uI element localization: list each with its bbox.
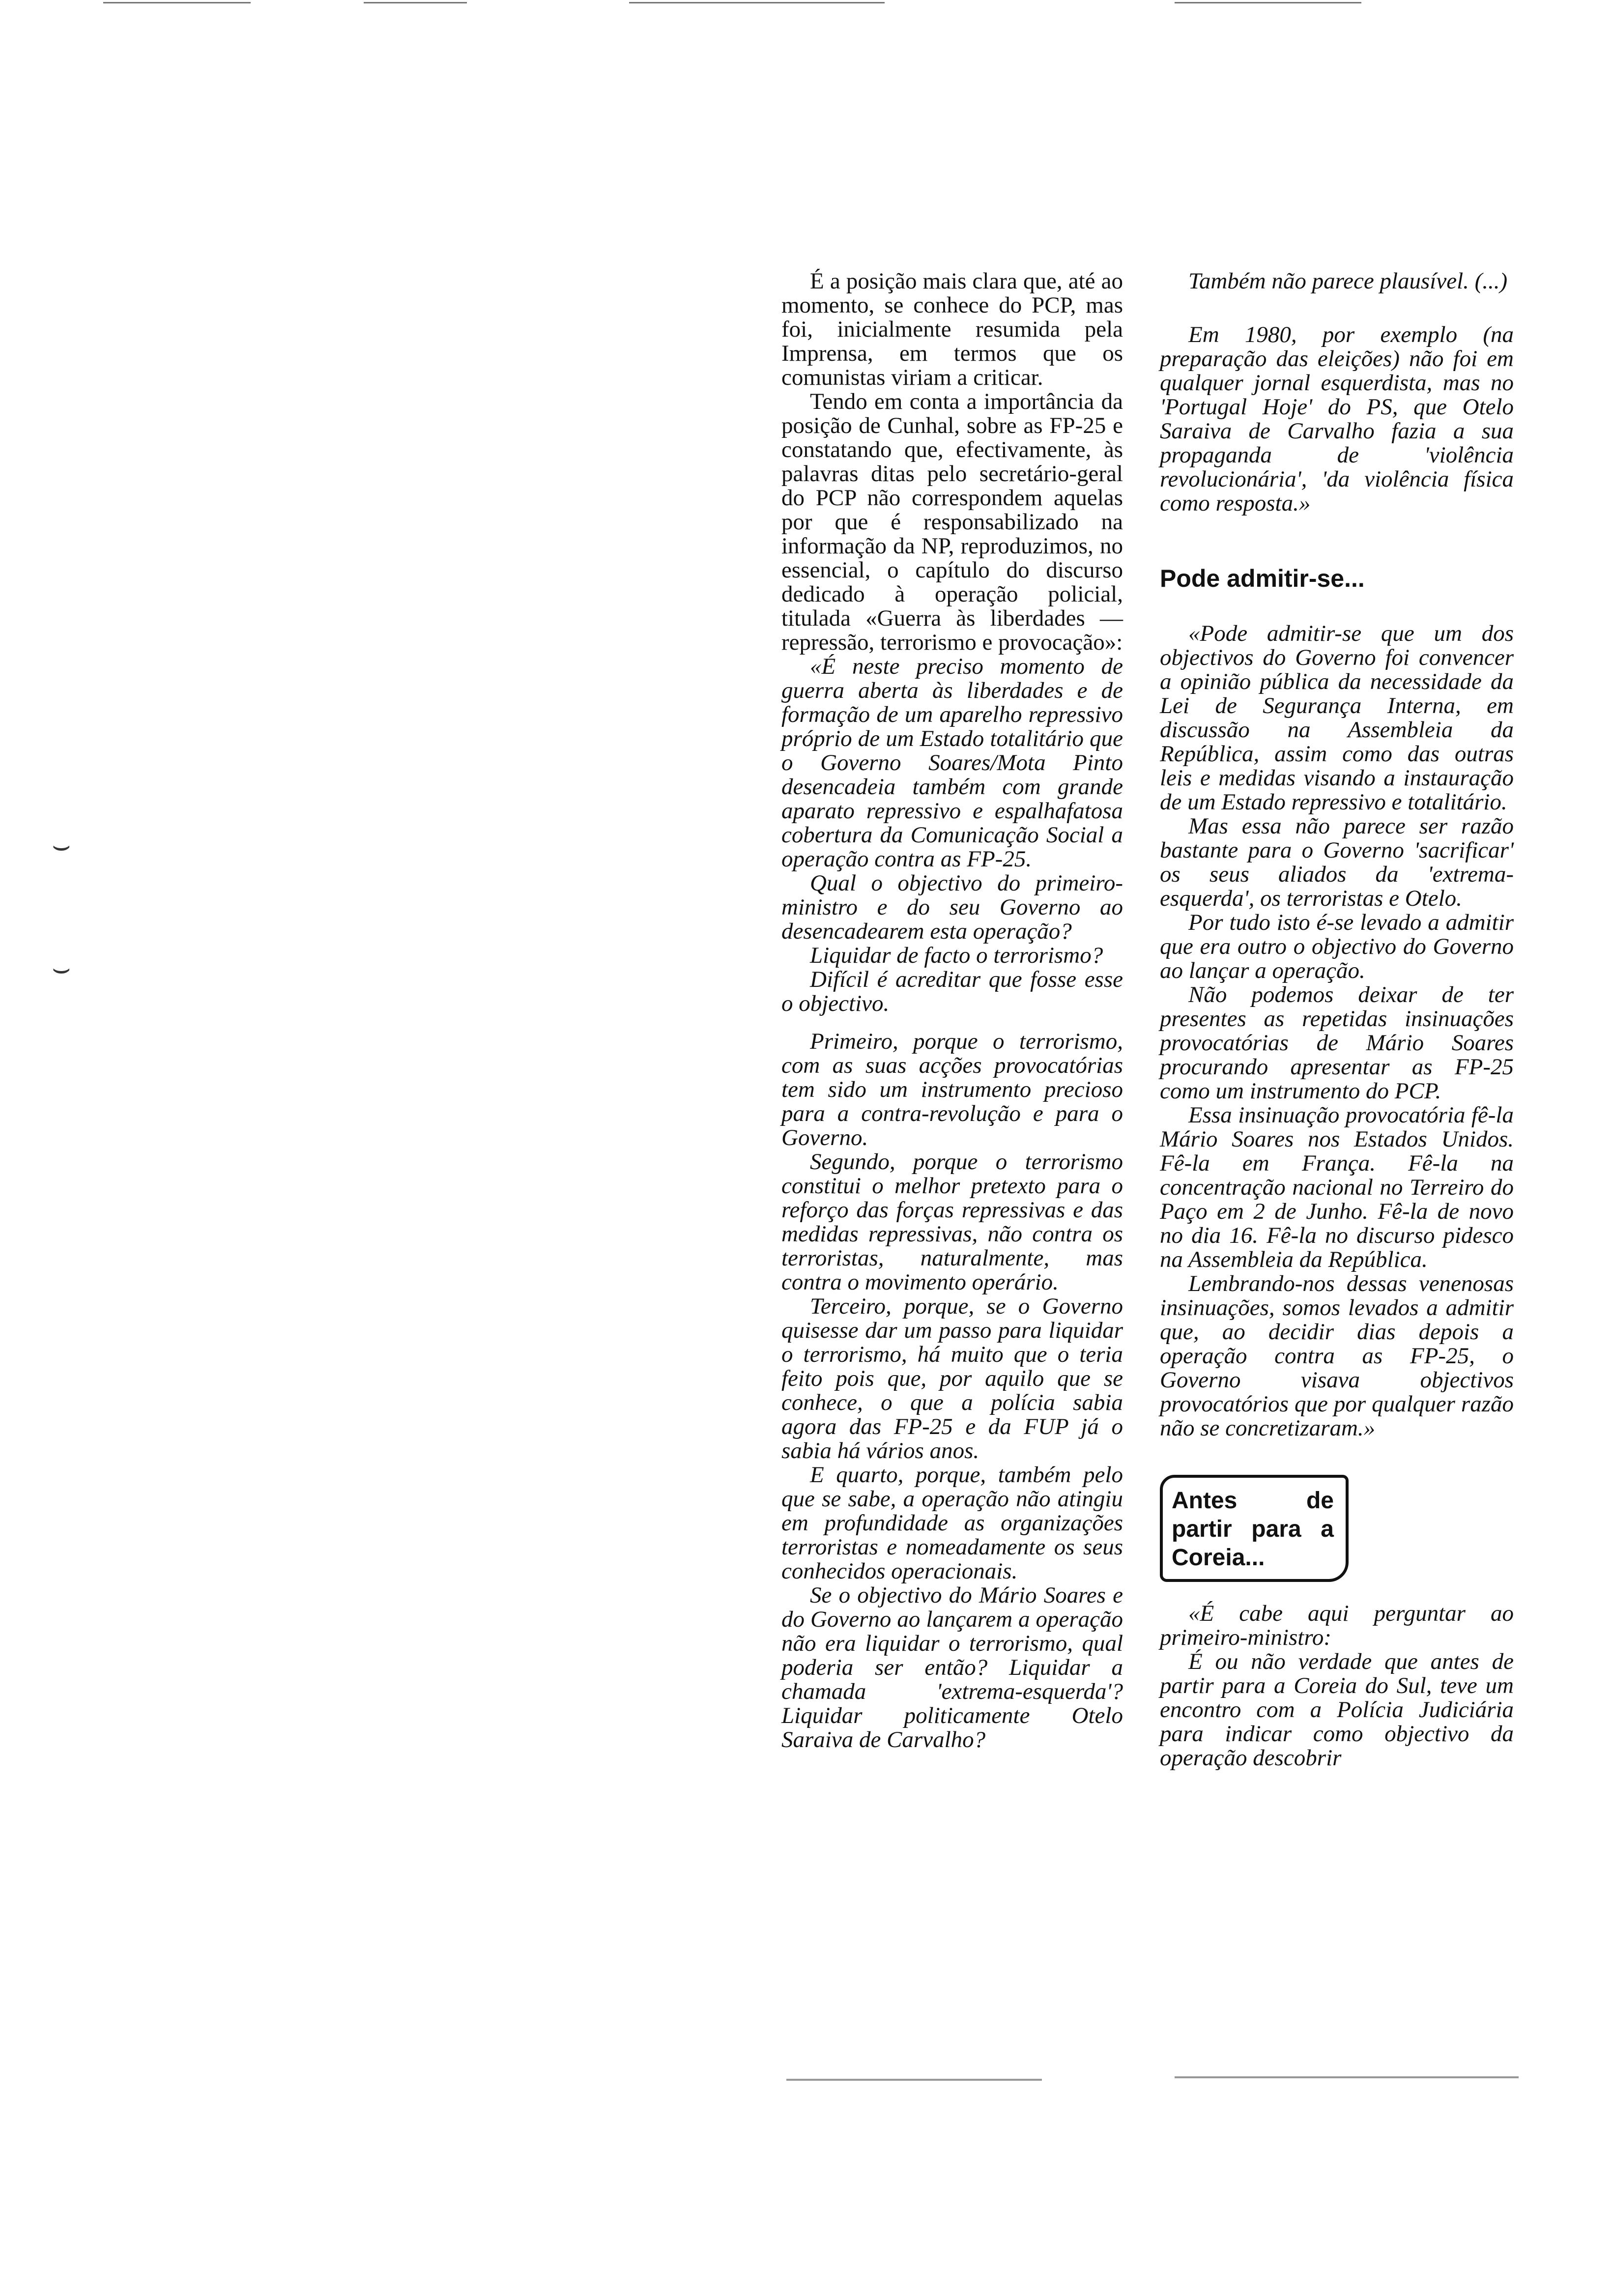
paragraph: É a posição mais clara que, até ao momento, se conhece do PCP, mas foi, inicialmente resumida pela Imprensa, em termos que os comunistas viriam a criticar. (781, 268, 1123, 390)
quote-paragraph: Terceiro, porque, se o Governo quisesse dar um passo para liquidar o terrorismo, há muito que o teria feito pois que, por aquilo que se conhece, o que a polícia sabia agora das FP-25 e da FUP já o sabia há vários anos. (781, 1293, 1123, 1464)
quote-paragraph: Também não parece plausível. (...) (1188, 268, 1508, 294)
margin-mark: ⌣ (52, 829, 71, 861)
article-column-right (1160, 269, 1514, 1770)
quote-paragraph: Segundo, porque o terrorismo constitui o melhor pretexto para o reforço das forças repressivas e das medidas repressivas, não contra os terroristas, naturalmente, mas contra o movimento operário. (781, 1149, 1123, 1295)
quote-paragraph: Por tudo isto é-se levado a admitir que era outro o objectivo do Governo ao lançar a operação. (1160, 910, 1514, 983)
quote-paragraph: É ou não verdade que antes de partir para a Coreia do Sul, teve um encontro com a Polícia Judiciária para indicar como objectivo da operação descobrir (1160, 1649, 1514, 1771)
quote-paragraph: Difícil é acreditar que fosse esse o objectivo. (781, 967, 1123, 1016)
scan-smudge (1175, 2076, 1519, 2078)
article-column-left (781, 269, 1123, 1752)
quote-paragraph: Lembrando-nos dessas venenosas insinuações, somos levados a admitir que, ao decidir dias depois a operação contra as FP-25, o Governo visava objectivos provocatórios que por qualquer razão não se concretizaram.» (1160, 1271, 1514, 1441)
margin-mark: ⌣ (52, 952, 71, 984)
boxed-section-heading (1160, 1475, 1349, 1582)
paragraph: Tendo em conta a importância da posição de Cunhal, sobre as FP-25 e constatando que, efectivamente, às palavras ditas pelo secretário-geral do PCP não correspondem aquelas por que é responsabilizado na informação da NP, reproduzimos, no essencial, o capítulo do discurso dedicado à operação policial, titulada «Guerra às liberdades — repressão, terrorismo e provocação»: (781, 389, 1123, 655)
quote-paragraph: Qual o objectivo do primeiro-ministro e do seu Governo ao desencadearem esta operação? (781, 870, 1123, 944)
scan-edge-line (629, 2, 885, 3)
scan-edge-line (364, 2, 467, 3)
quote-paragraph: Não podemos deixar de ter presentes as repetidas insinuações provocatórias de Mário Soares procurando apresentar as FP-25 como um instrumento do PCP. (1160, 982, 1514, 1104)
section-heading: Pode admitir-se... (1160, 565, 1365, 592)
quote-paragraph: «É neste preciso momento de guerra aberta às liberdades e de formação de um aparelho repressivo próprio de um Estado totalitário que o Governo Soares/Mota Pinto desencadeia também com grande aparato repressivo e espalhafatosa cobertura da Comunicação Social a operação contra as FP-25. (781, 654, 1123, 872)
scan-smudge (786, 2079, 1042, 2081)
quote-paragraph: «É cabe aqui perguntar ao primeiro-ministro: (1160, 1601, 1514, 1650)
quote-paragraph: «Pode admitir-se que um dos objectivos do Governo foi convencer a opinião pública da necessidade da Lei de Segurança Interna, em discussão na Assembleia da República, assim como das outras leis e medidas visando a instauração de um Estado repressivo e totalitário. (1160, 621, 1514, 815)
quote-paragraph: Se o objectivo do Mário Soares e do Governo ao lançarem a operação não era liquidar o terrorismo, qual poderia ser então? Liquidar a chamada 'extrema-esquerda'? Liquidar politicamente Otelo Saraiva de Carvalho? (781, 1582, 1123, 1752)
section-heading: Antes de partir para a Coreia... (1172, 1488, 1334, 1571)
quote-paragraph: Liquidar de facto o terrorismo? (810, 943, 1103, 968)
quote-paragraph: Primeiro, porque o terrorismo, com as suas acções provocatórias tem sido um instrumento precioso para a contra-revolução e para o Governo. (781, 1029, 1123, 1150)
quote-paragraph: Essa insinuação provocatória fê-la Mário Soares nos Estados Unidos. Fê-la em França. Fê-la na concentração nacional no Terreiro do Paço em 2 de Junho. Fê-la de novo no dia 16. Fê-la no discurso pidesco na Assembleia da República. (1160, 1102, 1514, 1272)
scan-edge-line (1175, 2, 1361, 3)
quote-paragraph: Em 1980, por exemplo (na preparação das eleições) não foi em qualquer jornal esquerdista, mas no 'Portugal Hoje' do PS, que Otelo Saraiva de Carvalho fazia a sua propaganda de 'violência revolucionária', 'da violência física como resposta.» (1160, 322, 1514, 516)
quote-paragraph: Mas essa não parece ser razão bastante para o Governo 'sacrificar' os seus aliados da 'extrema-esquerda', os terroristas e Otelo. (1160, 813, 1514, 911)
quote-paragraph: E quarto, porque, também pelo que se sabe, a operação não atingiu em profundidade as organizações terroristas e nomeadamente os seus conhecidos operacionais. (781, 1462, 1123, 1584)
scan-edge-line (103, 2, 251, 3)
